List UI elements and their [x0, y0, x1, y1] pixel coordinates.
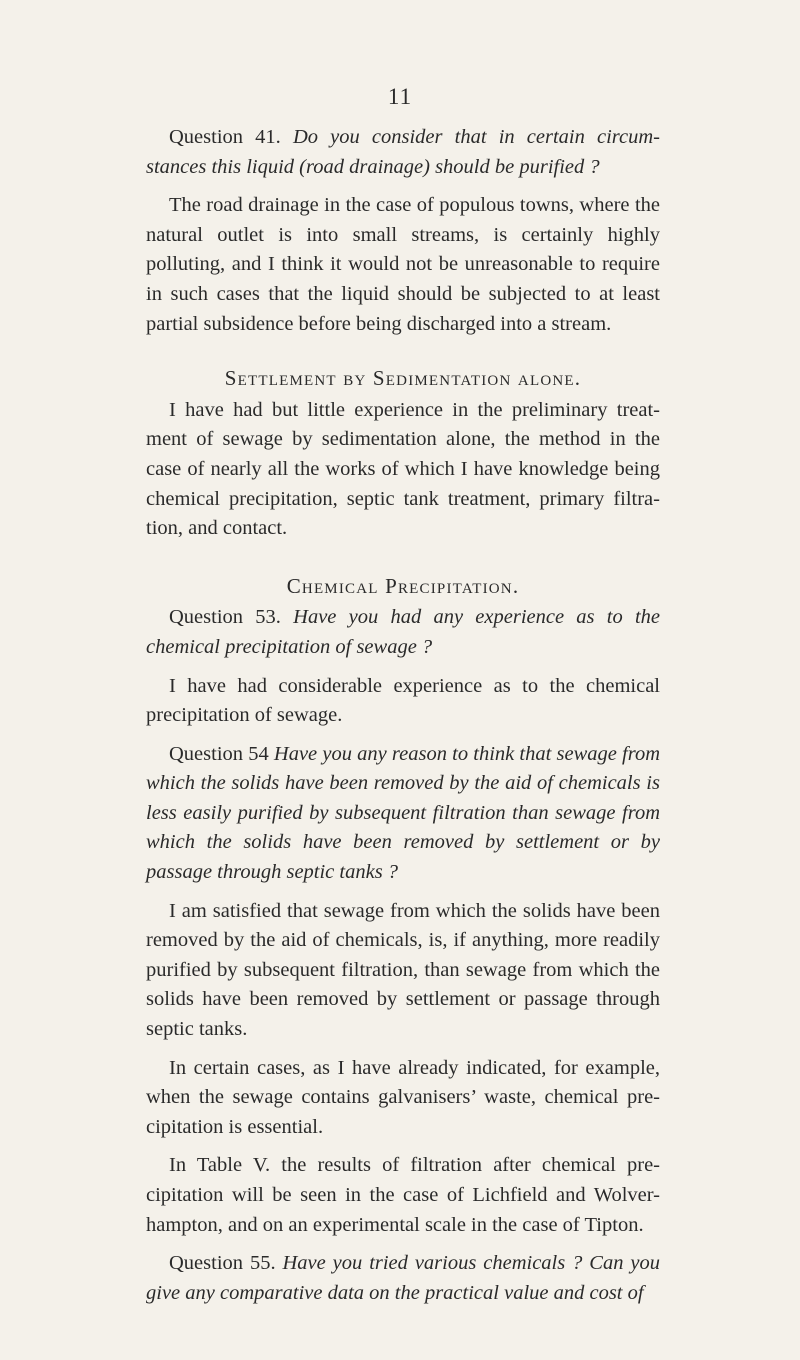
answer-54-paragraph-2: In certain cases, as I have already indicated, for example, when the sewage contains galvanisers’ waste, chemical pre- cipitation is essential. — [146, 1056, 660, 1138]
question-41-label: Question 41. — [169, 126, 281, 148]
answer-54-paragraph-1: I am satisfied that sewage from which the solids have been removed by the aid of chemicals, is, if anything, more readily purified by subsequent filtration, than sewage from which the solids have been removed by settlement or passage through septic tanks. — [146, 899, 660, 1041]
section-heading-settlement: Settlement by Sedimentation alone. — [224, 366, 582, 391]
question-55 — [146, 1249, 660, 1308]
question-41-text: Do you consider that in certain circum- stances this liquid (road drainage) should be purified ? — [146, 126, 660, 178]
answer-41: The road drainage in the case of populous towns, where the natural outlet is into small streams, is certainly highly polluting, and I think it would not be unreasonable to require in such cases that the liquid should be subjected to at least partial subsidence before being discharged into a stream. — [146, 194, 660, 335]
question-54 — [146, 740, 660, 888]
question-54-text: Have you any reason to think that sewage from which the solids have been removed by the aid of chemicals is less easily purified by subsequent filtration than sewage from which the solids have been removed by settlement or by passage through septic tanks ? — [146, 742, 661, 884]
section-heading-chemical: Chemical Precipitation. — [286, 573, 520, 598]
question-41 — [146, 123, 660, 182]
answer-54-paragraph-3: In Table V. the results of filtration after chemical pre- cipitation will be seen in the case of Lichfield and Wolver- hampton, and on an experimental scale in the case of Tipton. — [146, 1154, 660, 1236]
paragraph-settlement: I have had but little experience in the preliminary treat- ment of sewage by sedimentation alone, the method in the case of nearly all the works of which I have knowledge being chemical precipitation, septic tank treatment, primary filtra- tion, and contact. — [146, 398, 660, 540]
question-55-text: Have you tried various chemicals ? Can you give any comparative data on the practical value and cost of — [146, 1252, 661, 1304]
question-53-text: Have you had any experience as to the chemical precipitation of sewage ? — [146, 606, 661, 658]
page-number: 11 — [387, 84, 413, 109]
question-53-label: Question 53. — [169, 606, 281, 629]
answer-53: I have had considerable experience as to the chemical precipitation of sewage. — [146, 674, 660, 727]
page-body — [146, 123, 660, 1308]
question-54-label: Question 54 — [169, 742, 269, 765]
question-55-label: Question 55. — [169, 1252, 276, 1275]
question-53 — [146, 603, 660, 662]
